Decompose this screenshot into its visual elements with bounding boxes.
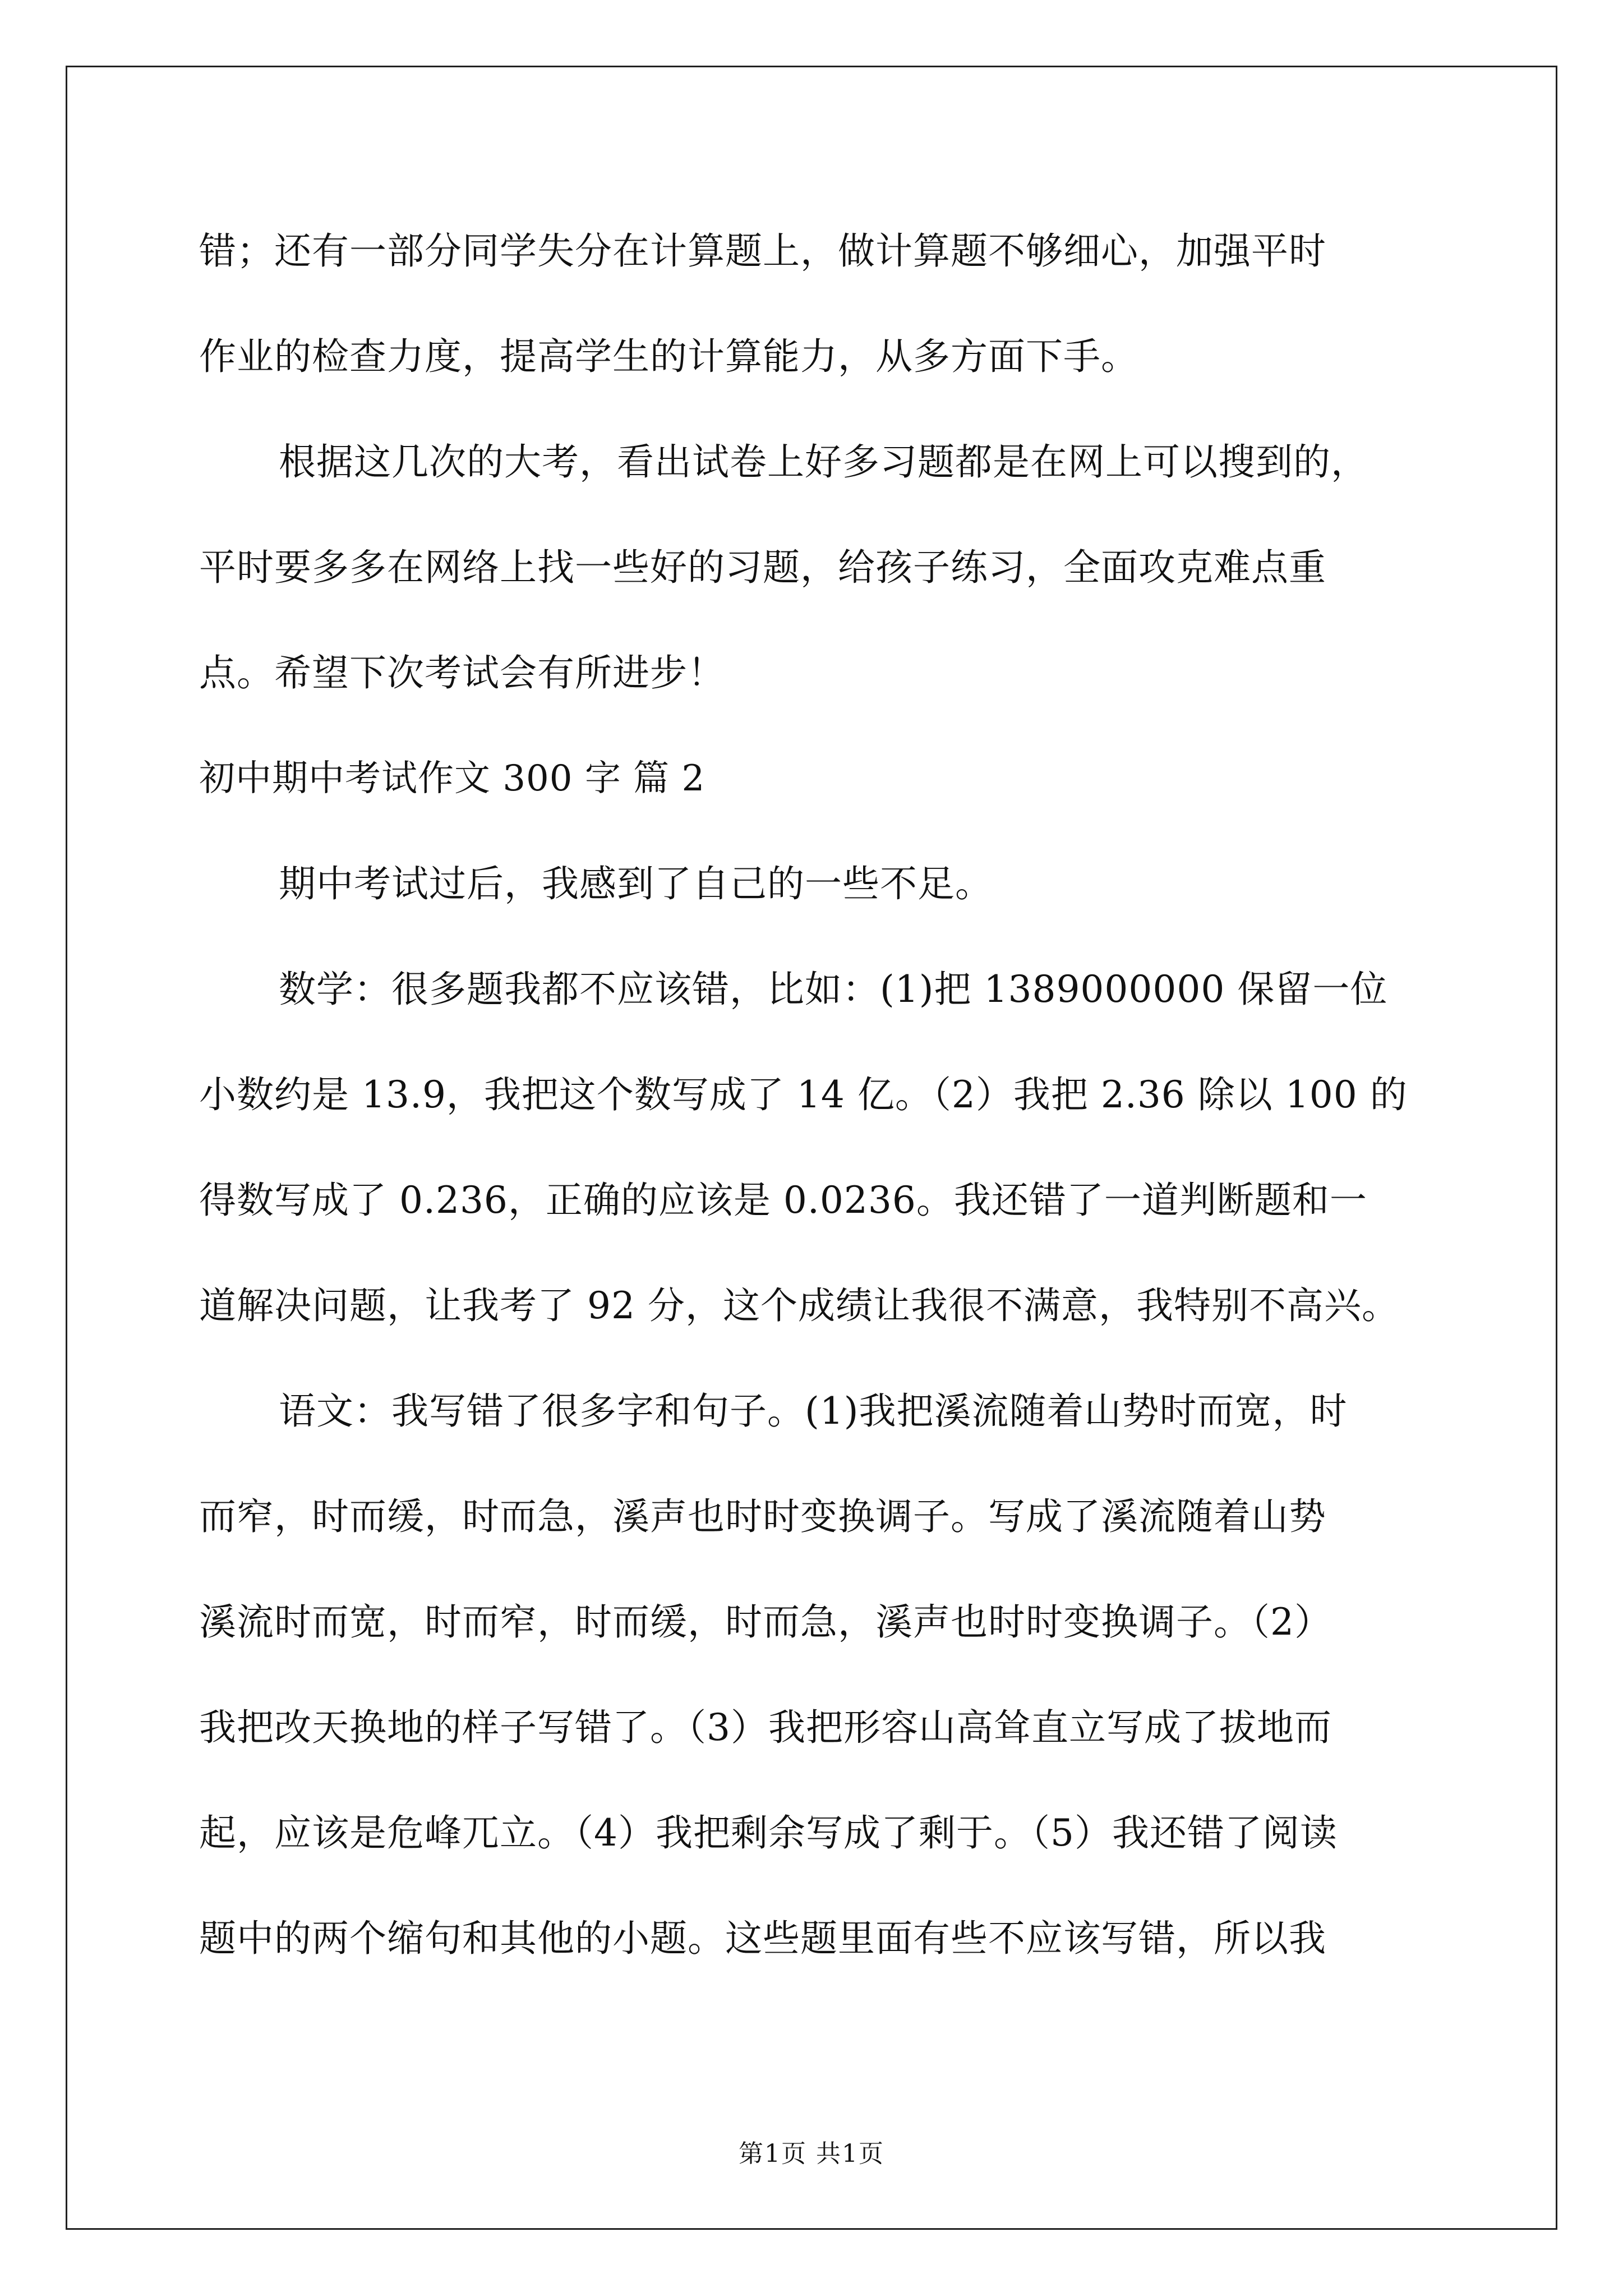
section-heading: 初中期中考试作文 300 字 篇 2 bbox=[199, 758, 706, 799]
text-line-1: 错；还有一部分同学失分在计算题上，做计算题不够细心，加强平时 bbox=[199, 229, 1326, 273]
text-line-4: 平时要多多在网络上找一些好的习题，给孩子练习，全面攻克难点重 bbox=[199, 546, 1326, 589]
text-line-2: 作业的检查力度，提高学生的计算能力，从多方面下手。 bbox=[199, 335, 1138, 378]
page-footer: 第1页 共1页 bbox=[739, 2139, 884, 2168]
text-line-16: 起，应该是危峰兀立。（4）我把剩余写成了剩于。（5）我还错了阅读 bbox=[199, 1811, 1338, 1855]
text-line-11: 道解决问题，让我考了 92 分，这个成绩让我很不满意，我特别不高兴。 bbox=[199, 1284, 1399, 1327]
text-line-12: 语文：我写错了很多字和句子。(1)我把溪流随着山势时而宽，时 bbox=[279, 1389, 1348, 1433]
text-line-5: 点。希望下次考试会有所进步！ bbox=[199, 651, 725, 694]
text-line-7: 期中考试过后，我感到了自己的一些不足。 bbox=[279, 862, 993, 905]
text-line-15: 我把改天换地的样子写错了。（3）我把形容山高耸直立写成了拔地而 bbox=[199, 1706, 1332, 1749]
page-border bbox=[66, 66, 1557, 2230]
text-line-8: 数学：很多题我都不应该错，比如：(1)把 1389000000 保留一位 bbox=[279, 968, 1388, 1011]
text-line-3: 根据这几次的大考，看出试卷上好多习题都是在网上可以搜到的， bbox=[279, 440, 1368, 484]
text-line-14: 溪流时而宽，时而窄，时而缓，时而急，溪声也时时变换调子。（2） bbox=[199, 1600, 1332, 1644]
text-line-13: 而窄，时而缓，时而急，溪声也时时变换调子。写成了溪流随着山势 bbox=[199, 1495, 1326, 1538]
text-line-9: 小数约是 13.9，我把这个数写成了 14 亿。（2）我把 2.36 除以 100 的 bbox=[199, 1073, 1408, 1116]
text-line-10: 得数写成了 0.236，正确的应该是 0.0236。我还错了一道判断题和一 bbox=[199, 1179, 1367, 1222]
text-line-17: 题中的两个缩句和其他的小题。这些题里面有些不应该写错，所以我 bbox=[199, 1917, 1326, 1960]
